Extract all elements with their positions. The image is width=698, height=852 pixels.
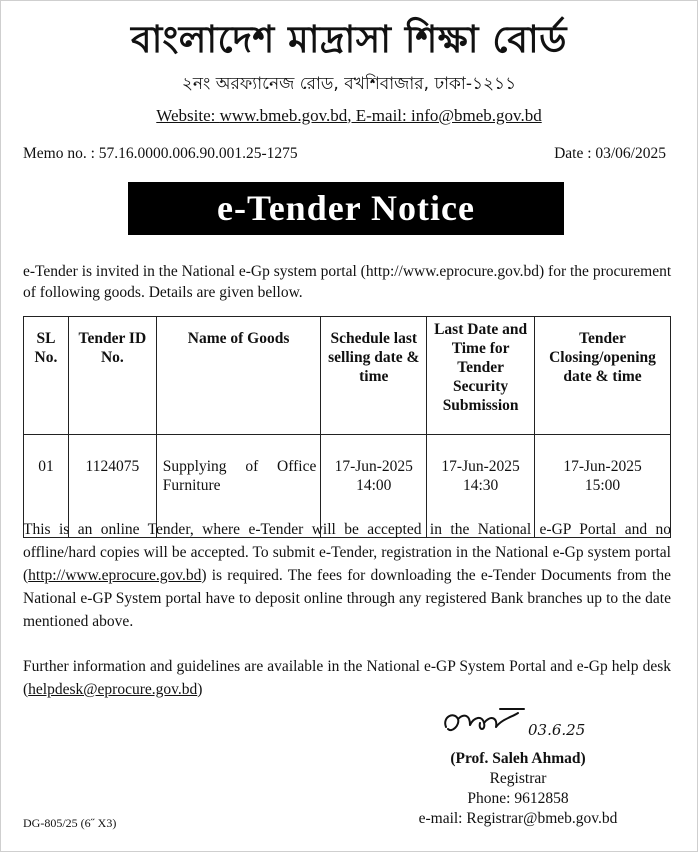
schedule-time: 14:00 <box>356 477 392 494</box>
notice-date: Date : 03/06/2025 <box>554 145 666 162</box>
security-date: 17-Jun-2025 <box>441 458 520 475</box>
cell-sl: 01 <box>24 435 69 538</box>
online-tender-paragraph <box>23 518 671 633</box>
closing-date: 17-Jun-2025 <box>563 458 642 475</box>
intro-paragraph: e-Tender is invited in the National e-Gp system portal (http://www.eprocure.gov.bd) for the procurement of following goods. Details are given bellow. <box>23 263 672 301</box>
header-sl: SL No. <box>24 317 69 435</box>
schedule-date: 17-Jun-2025 <box>334 458 413 475</box>
para1-text-end: ) is required. The fees for downloading the e-Tender Documents from the National e-GP System portal have to deposit online through any registered Bank branches up to the date mentioned above. <box>23 567 671 630</box>
memo-number: Memo no. : 57.16.0000.006.90.001.25-1275 <box>23 145 298 162</box>
website-link[interactable]: www.bmeb.gov.bd <box>219 106 348 125</box>
para2-text-end: ) <box>197 681 203 698</box>
para1-text-start: This is an online Tender, where e-Tender will be accepted in the National e-GP Portal and no offline/hard copies will be accepted. To submit e-Tender, registration in the National e-Gp system portal ( <box>23 521 671 584</box>
table-header-row <box>24 317 671 435</box>
notice-banner: e-Tender Notice <box>128 182 564 235</box>
security-time: 14:30 <box>462 477 499 494</box>
helpdesk-link[interactable]: helpdesk@eprocure.gov.bd <box>28 681 198 698</box>
website-label: Website: <box>156 106 220 125</box>
signatory-name: (Prof. Saleh Ahmad) <box>450 750 586 767</box>
document-code: DG-805/25 (6˝ X3) <box>23 816 117 830</box>
cell-goods: Supplying of Office Furniture <box>156 435 321 538</box>
header-security: Last Date and Time for Tender Security Submission <box>427 317 535 435</box>
header-schedule: Schedule last selling date & time <box>321 317 427 435</box>
cell-tender-id: 1124075 <box>68 435 156 538</box>
closing-time: 15:00 <box>584 477 621 494</box>
organization-address: ২নং অরফ্যানেজ রোড, বখশিবাজার, ঢাকা-১২১১ <box>181 74 517 94</box>
eprocure-link[interactable]: http://www.eprocure.gov.bd <box>28 567 202 584</box>
signatory-phone: Phone: 9612858 <box>467 790 569 807</box>
para2-text-start: Further information and guidelines are available in the National e-GP System Portal and e-Gp help desk ( <box>23 658 671 698</box>
signature-date: 03.6.25 <box>528 721 586 739</box>
tender-table <box>23 316 671 538</box>
contact-line <box>0 106 698 126</box>
header-closing: Tender Closing/opening date & time <box>535 317 671 435</box>
email-label: , E-mail: <box>347 106 411 125</box>
handwritten-signature <box>440 705 630 745</box>
header-tender-id: Tender ID No. <box>68 317 156 435</box>
signatory-title: Registrar <box>489 770 547 787</box>
signatory-block <box>395 749 641 829</box>
email-link[interactable]: info@bmeb.gov.bd <box>410 106 542 125</box>
signatory-email: e-mail: Registrar@bmeb.gov.bd <box>418 810 618 827</box>
header-goods: Name of Goods <box>156 317 321 435</box>
further-info-paragraph <box>23 655 671 701</box>
organization-name: বাংলাদেশ মাদ্রাসা শিক্ষা বোর্ড <box>131 18 567 61</box>
